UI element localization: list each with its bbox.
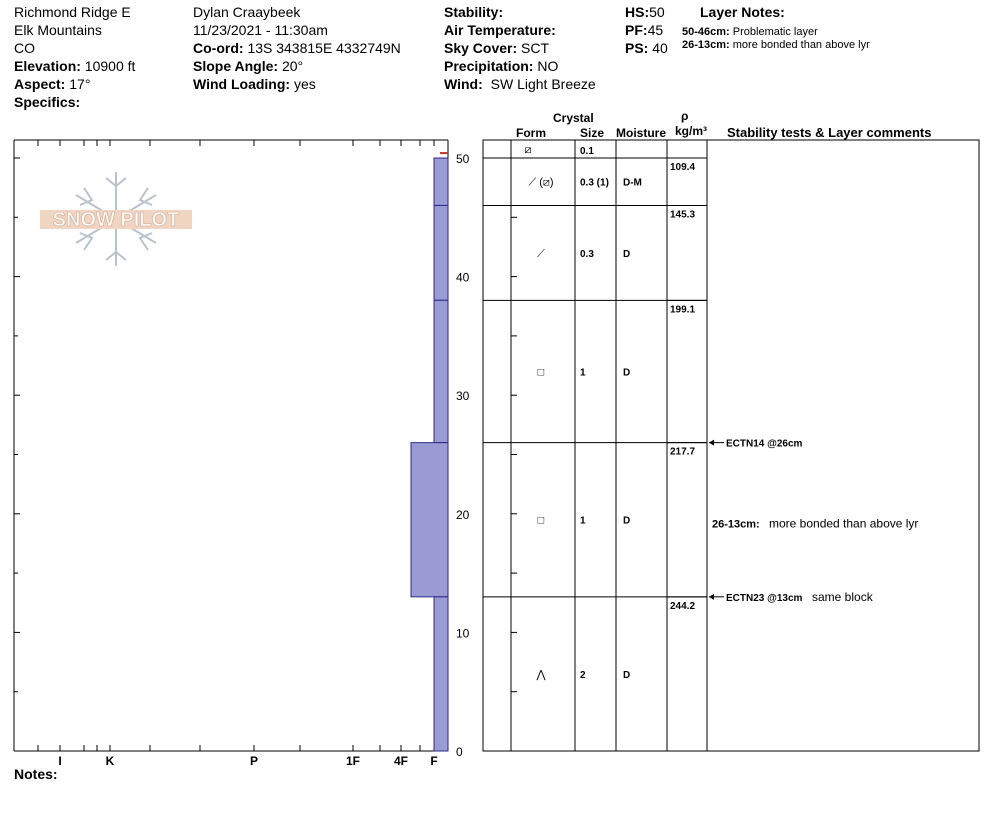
hardness-bar <box>434 205 448 300</box>
sky-value: SCT <box>521 40 550 56</box>
test-arrow <box>709 440 714 446</box>
hardness-bar <box>434 597 448 751</box>
layer-note-text: more bonded than above lyr <box>732 39 870 51</box>
y-tick-label: 0 <box>456 745 463 759</box>
hardness-tick-label: 4F <box>393 754 409 768</box>
hardness-tick-label: K <box>105 754 115 768</box>
rho-header: ρ <box>681 109 689 123</box>
moisture-value: D <box>623 248 631 260</box>
elevation-label: Elevation: <box>14 58 81 74</box>
density-value: 217.7 <box>670 446 696 458</box>
coord-label: Co-ord: <box>193 40 244 56</box>
moisture-header: Moisture <box>616 126 667 140</box>
aspect-label: Aspect: <box>14 76 66 92</box>
ps-label: PS: <box>625 40 649 56</box>
wind-loading-label: Wind Loading: <box>193 76 291 92</box>
location-name: Richmond Ridge E <box>14 4 131 20</box>
hs-label: HS: <box>625 4 650 20</box>
ps-value: 40 <box>652 40 668 56</box>
sky-label: Sky Cover: <box>444 40 518 56</box>
observation-datetime: 11/23/2021 - 11:30am <box>193 22 328 38</box>
crystal-form: ⋀ <box>536 668 546 681</box>
hardness-tick-label: I <box>58 754 62 768</box>
hardness-bar <box>434 300 448 442</box>
layer-note-text: Problematic layer <box>732 26 818 38</box>
wind-value: SW Light Breeze <box>490 76 596 92</box>
wind-loading-value: yes <box>293 76 316 92</box>
stability-test-label: ECTN14 @26cm <box>726 438 803 450</box>
wind-label: Wind: <box>444 76 483 92</box>
crystal-form: □ <box>537 514 545 527</box>
crystal-size: 2 <box>580 669 586 681</box>
crystal-size: 0.3 <box>580 248 594 260</box>
layer-notes-title: Layer Notes: <box>700 4 785 20</box>
size-header: Size <box>580 126 605 140</box>
hardness-tick-label: P <box>249 754 259 768</box>
y-tick-label: 30 <box>456 389 470 404</box>
slope-label: Slope Angle: <box>193 58 279 74</box>
stability-label: Stability: <box>444 4 504 20</box>
y-tick-label: 20 <box>456 507 470 522</box>
density-unit-header: kg/m³ <box>675 124 708 138</box>
density-value: 199.1 <box>670 304 696 316</box>
stability-header: Stability tests & Layer comments <box>727 125 932 140</box>
moisture-value: D <box>623 669 631 681</box>
crystal-form: ⟋ <box>537 247 545 260</box>
density-value: 109.4 <box>670 162 696 173</box>
hardness-bar <box>411 443 448 597</box>
observer-name: Dylan Craaybeek <box>193 4 301 20</box>
y-tick-label: 50 <box>456 152 470 166</box>
moisture-value: D <box>623 367 631 379</box>
aspect-value: 17° <box>69 76 91 92</box>
hardness-tick-label: F <box>430 754 438 768</box>
moisture-value: D <box>623 515 631 527</box>
slope-value: 20° <box>281 58 304 74</box>
hardness-tick-label: 1F <box>345 754 361 768</box>
density-value: 244.2 <box>670 600 696 612</box>
stability-test-label: ECTN23 @13cm <box>726 592 803 604</box>
crystal-form: ⟋ (⧄) <box>528 176 554 189</box>
surface-form-symbol: ⧄ <box>524 144 532 156</box>
layer-comment-range: 26-13cm: <box>712 518 760 531</box>
pf-value: 45 <box>647 22 664 38</box>
form-header: Form <box>516 126 546 140</box>
stability-test-note: same block <box>812 589 873 604</box>
y-tick-label: 10 <box>456 626 470 641</box>
pf-label: PF: <box>625 22 648 38</box>
precip-label: Precipitation: <box>444 58 534 74</box>
surface-marker <box>440 152 448 154</box>
y-tick-label: 40 <box>456 270 470 285</box>
coord-value: 13S 343815E 4332749N <box>247 40 401 56</box>
state: CO <box>14 40 35 56</box>
elevation-value: 10900 ft <box>84 58 136 74</box>
layer-comment-text: more bonded than above lyr <box>769 516 919 531</box>
specifics-label: Specifics: <box>14 94 81 110</box>
surface-size: 0.1 <box>580 146 594 157</box>
layer-note-range: 50-46cm: <box>682 26 730 38</box>
hs-value: 50 <box>649 4 665 20</box>
mountain-range: Elk Mountains <box>14 22 102 38</box>
hardness-bar <box>434 158 448 205</box>
precip-value: NO <box>537 58 559 74</box>
notes-label: Notes: <box>14 766 58 782</box>
crystal-size: 1 <box>580 367 586 379</box>
crystal-size: 0.3 (1) <box>580 177 609 189</box>
crystal-size: 1 <box>580 515 586 527</box>
crystal-form: □ <box>537 366 545 379</box>
density-value: 145.3 <box>670 209 696 221</box>
logo-text: SNOW PILOT <box>52 209 180 231</box>
moisture-value: D-M <box>623 177 642 189</box>
layer-note-range: 26-13cm: <box>682 39 730 51</box>
air-temp-label: Air Temperature: <box>444 22 556 38</box>
crystal-header: Crystal <box>553 111 594 125</box>
test-arrow <box>709 594 714 600</box>
